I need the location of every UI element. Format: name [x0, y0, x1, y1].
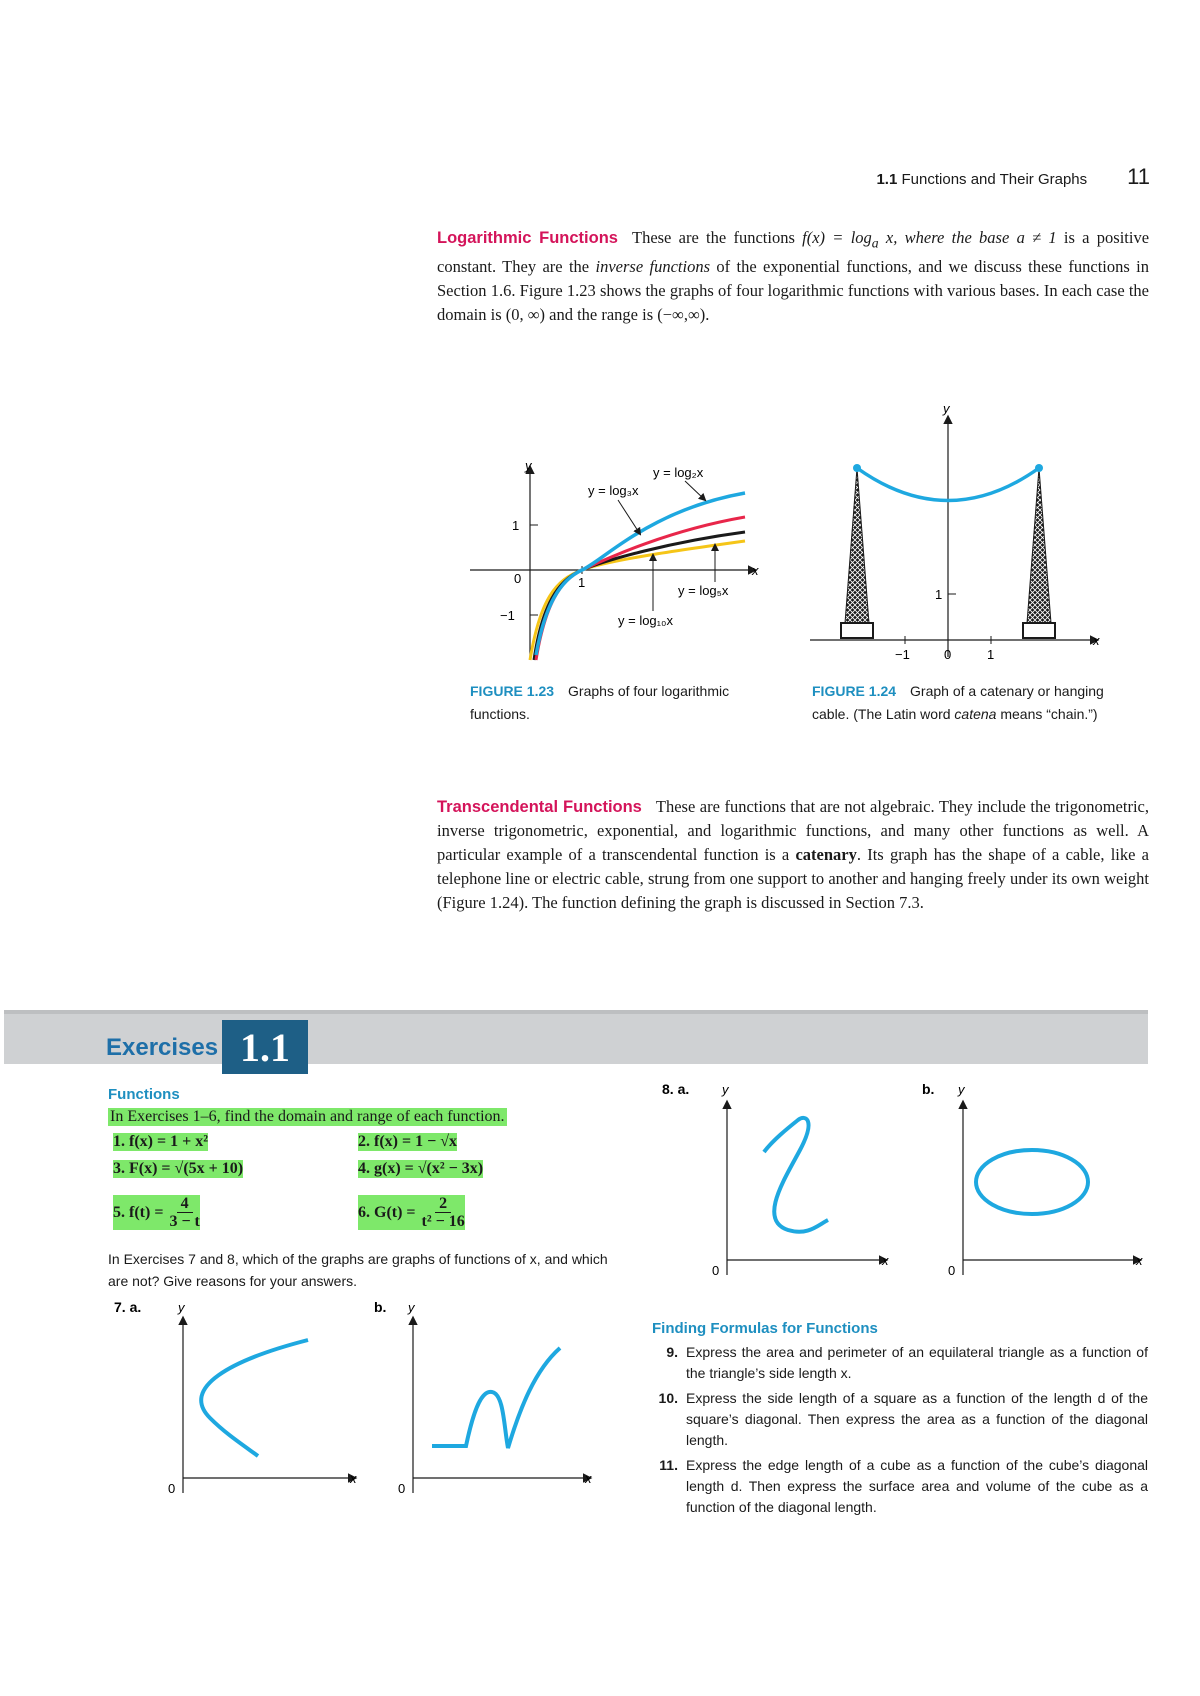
svg-text:1: 1: [578, 575, 586, 590]
exercises-number: 1.1: [222, 1020, 308, 1074]
right-tower: [1027, 468, 1051, 623]
svg-text:0: 0: [168, 1481, 176, 1496]
figure-1-23-graph: [470, 455, 770, 665]
exercise-8b-curve: [976, 1150, 1088, 1214]
svg-text:x: x: [752, 563, 759, 578]
finding-formulas-heading: Finding Formulas for Functions: [652, 1320, 878, 1337]
transcendental-functions-paragraph: Transcendental Functions These are functions that are not algebraic. They include the trigonometric, inverse trigonometric, exponential, and logarithmic functions, and many other functions as well. A particular example of a transcendental function is a catenary. Its graph has the shape of a cable, like a telephone line or electric cable, strung from one support to another and hanging freely under its own weight (Figure 1.24). The function defining the graph is discussed in Section 7.3.: [437, 797, 1149, 912]
list-item: 11. Express the edge length of a cube as a function of the cube’s diagonal length d. Then express the surface area and volume of the cube as a function of the diagonal length.: [659, 1457, 1148, 1515]
svg-text:0: 0: [398, 1481, 406, 1496]
page-number: 11: [1127, 164, 1150, 189]
exercise-8a-graph: [648, 1080, 898, 1280]
section-title: Functions and Their Graphs: [901, 171, 1088, 188]
exercise-list: [648, 1342, 1148, 1522]
functions-heading: Functions: [108, 1086, 180, 1103]
svg-text:y: y: [178, 1300, 185, 1315]
svg-text:b.: b.: [374, 1299, 387, 1315]
svg-text:1: 1: [987, 647, 995, 662]
svg-text:x: x: [585, 1471, 592, 1486]
exercise-5: 5. f(t) = $\frac{4}{3 - t}$: [113, 1195, 200, 1230]
page-header: [820, 164, 1150, 194]
svg-text:0: 0: [948, 1263, 956, 1278]
section-number: 1.1: [876, 171, 898, 188]
exercise-2: 2. f(x) = 1 − √x: [358, 1133, 457, 1150]
svg-text:y = log₁₀x: y = log₁₀x: [618, 613, 673, 628]
transcendental-functions-heading: Transcendental Functions: [437, 798, 642, 816]
svg-text:y = log₂x: y = log₂x: [653, 465, 704, 480]
svg-text:y = log₃x: y = log₃x: [588, 483, 639, 498]
exercise-8a-curve: [764, 1118, 828, 1232]
svg-text:y: y: [408, 1300, 415, 1315]
svg-text:x: x: [1093, 633, 1100, 648]
svg-text:8. a.: 8. a.: [662, 1081, 690, 1097]
svg-text:x: x: [1136, 1253, 1143, 1268]
svg-text:y: y: [958, 1082, 965, 1097]
exercise-6: 6. G(t) = $\frac{2}{\text{t² − 16}}$: [358, 1195, 465, 1230]
svg-text:−1: −1: [895, 647, 910, 662]
svg-text:1: 1: [935, 587, 943, 602]
exercise-4: 4. g(x) = √(x² − 3x): [358, 1160, 484, 1177]
exercise-3: 3. F(x) = √(5x + 10): [113, 1160, 244, 1177]
exercise-7a-graph: [110, 1298, 360, 1498]
figure-1-23-caption: FIGURE 1.23 Graphs of four logarithmic functions.: [470, 683, 730, 722]
figure-1-24-graph: [805, 395, 1105, 670]
list-item: 10. Express the side length of a square as a function of the length d of the square’s diagonal. Then express the area as a function of the diagonal length.: [658, 1390, 1148, 1448]
left-tower: [845, 468, 869, 623]
svg-text:0: 0: [514, 571, 522, 586]
exercise-7b-curve: [432, 1348, 560, 1448]
svg-text:y: y: [525, 458, 532, 473]
logarithmic-functions-heading: Logarithmic Functions: [437, 229, 618, 247]
exercise-7b-graph: [370, 1298, 620, 1498]
logarithmic-functions-paragraph: Logarithmic Functions These are the functions $f(x) = \log_a x$, where the base a ≠ 1 is a positive constant. They are the inverse functions of the exponential functions, and we discuss these functions in Section 1.6. Figure 1.23 shows the graphs of four logarithmic functions with various bases. In each case the domain is (0, ∞) and the range is (−∞,∞).: [437, 228, 1150, 325]
svg-text:x: x: [882, 1253, 889, 1268]
svg-text:b.: b.: [922, 1081, 935, 1097]
svg-text:0: 0: [944, 647, 952, 662]
exercises-title: Exercises: [106, 1034, 219, 1061]
log2-curve: [536, 493, 745, 655]
exercise-8b-graph: [900, 1080, 1150, 1280]
svg-text:y = log₅x: y = log₅x: [678, 583, 729, 598]
svg-text:0: 0: [712, 1263, 720, 1278]
figure-1-24-caption: FIGURE 1.24 Graph of a catenary or hanging cable. (The Latin word catena means “chain.”): [812, 683, 1104, 722]
exercise-7a-curve: [201, 1340, 308, 1456]
log10-curve: [530, 541, 745, 660]
svg-text:1: 1: [512, 518, 520, 533]
list-item: 9. Express the area and perimeter of an equilateral triangle as a function of the triangle’s side length x.: [666, 1344, 1148, 1381]
svg-text:y: y: [943, 401, 950, 416]
svg-text:7. a.: 7. a.: [114, 1299, 142, 1315]
exercise-1: 1. f(x) = 1 + x²: [113, 1133, 209, 1150]
svg-text:−1: −1: [500, 608, 515, 623]
instruction-7-8: In Exercises 7 and 8, which of the graphs are graphs of functions of x, and which are not? Give reasons for your answers.: [108, 1251, 608, 1289]
svg-text:y: y: [722, 1082, 729, 1097]
svg-text:x: x: [350, 1471, 357, 1486]
instruction-1-6: In Exercises 1–6, find the domain and range of each function.: [110, 1108, 505, 1125]
